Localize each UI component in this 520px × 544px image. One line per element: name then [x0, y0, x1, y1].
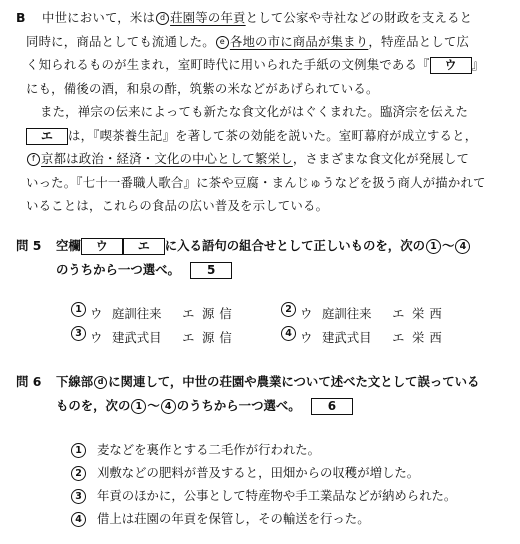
option-row-1: 1 ウ 庭訓往来 エ 源信 2 ウ 庭訓往来 エ 栄西 [70, 302, 490, 326]
range-start-marker: 1 [426, 239, 441, 254]
underlined-text-f: 京都は政治・経済・文化の中心として繁栄し [41, 151, 293, 166]
question-5 [16, 234, 506, 282]
passage-line-6: エ は，『喫茶養生記』を著して茶の効能を説いた。室町幕府が成立すると， [26, 124, 506, 148]
passage-line-8: いった。『七十一番職人歌合』に茶や豆腐・まんじゅうなどを扱う商人が描かれて [26, 174, 486, 190]
q6-range-start-marker: 1 [131, 399, 146, 414]
underlined-text-d: 荘園等の年貢 [170, 10, 246, 25]
blank-box-u: ウ [430, 57, 472, 74]
emphasis-text: 誤っている [417, 374, 480, 389]
question-6-line-1: 問 6 下線部 d に関連して，中世の荘園や農業について述べた文として誤っている [16, 370, 506, 394]
passage-line-2: 同時に，商品としても流通した。 e 各地の市に商品が集まり，特産品として広 [26, 33, 470, 49]
question-5-label: 問 5 [16, 238, 42, 253]
passage-line-5: また，禅宗の伝来によっても新たな食文化がはぐくまれた。臨済宗を伝えた [40, 104, 469, 119]
q6-underline-marker-d: d [94, 376, 107, 389]
answer-box-5[interactable]: 5 [190, 262, 232, 279]
section-label: B [16, 10, 26, 25]
question-6-line-2: ものを，次の 1 〜 4 のうちから一つ選べ。 6 [16, 394, 506, 418]
underline-marker-d: d [156, 12, 169, 25]
underline-marker-f: f [27, 153, 40, 166]
range-end-marker: 4 [455, 239, 470, 254]
passage-line-9: いることは，これらの食品の広い普及を示している。 [26, 198, 329, 213]
passage-line-3: く知られるものが生まれ，室町時代に用いられた手紙の文例集である『 ウ 』 [26, 57, 485, 72]
q6-option-1[interactable]: 1 麦などを裏作とする二毛作が行われた。 [70, 438, 490, 461]
question-5-options [70, 302, 490, 350]
answer-box-6[interactable]: 6 [311, 398, 353, 415]
underline-marker-e: e [216, 36, 229, 49]
passage-line-7: f 京都は政治・経済・文化の中心として繁栄し，さまざまな食文化が発展して [26, 147, 506, 171]
option-row-2: 3 ウ 建武式目 エ 源信 4 ウ 建武式目 エ 栄西 [70, 326, 490, 350]
passage-line-1: B 中世において，米は d 荘園等の年貢として公家や寺社などの財政を支えると [26, 6, 506, 30]
question-6-label: 問 6 [16, 374, 42, 389]
q5-blank-box-e: エ [123, 238, 165, 255]
passage-line-4: にも，備後の酒，和泉の酢，筑紫の米などがあげられている。 [26, 80, 379, 96]
underlined-text-e: 各地の市に商品が集まり [229, 33, 369, 49]
q6-option-4[interactable]: 4 借上は荘園の年貢を保管し，その輸送を行った。 [70, 507, 490, 530]
q6-range-end-marker: 4 [161, 399, 176, 414]
question-6 [16, 370, 506, 418]
blank-box-e: エ [26, 128, 68, 145]
question-5-line-2: のうちから一つ選べ。 5 [16, 258, 506, 282]
q5-blank-box-u: ウ [81, 238, 123, 255]
q6-option-3[interactable]: 3 年貢のほかに，公事として特産物や手工業品などが納められた。 [70, 484, 490, 507]
question-5-line-1: 問 5 空欄 ウ エ に入る語句の組合せとして正しいものを，次の 1 〜 4 [16, 234, 506, 258]
question-6-options [70, 438, 490, 530]
passage-b [16, 6, 506, 218]
q6-option-2[interactable]: 2 刈敷などの肥料が普及すると，田畑からの収穫が増した。 [70, 461, 490, 484]
